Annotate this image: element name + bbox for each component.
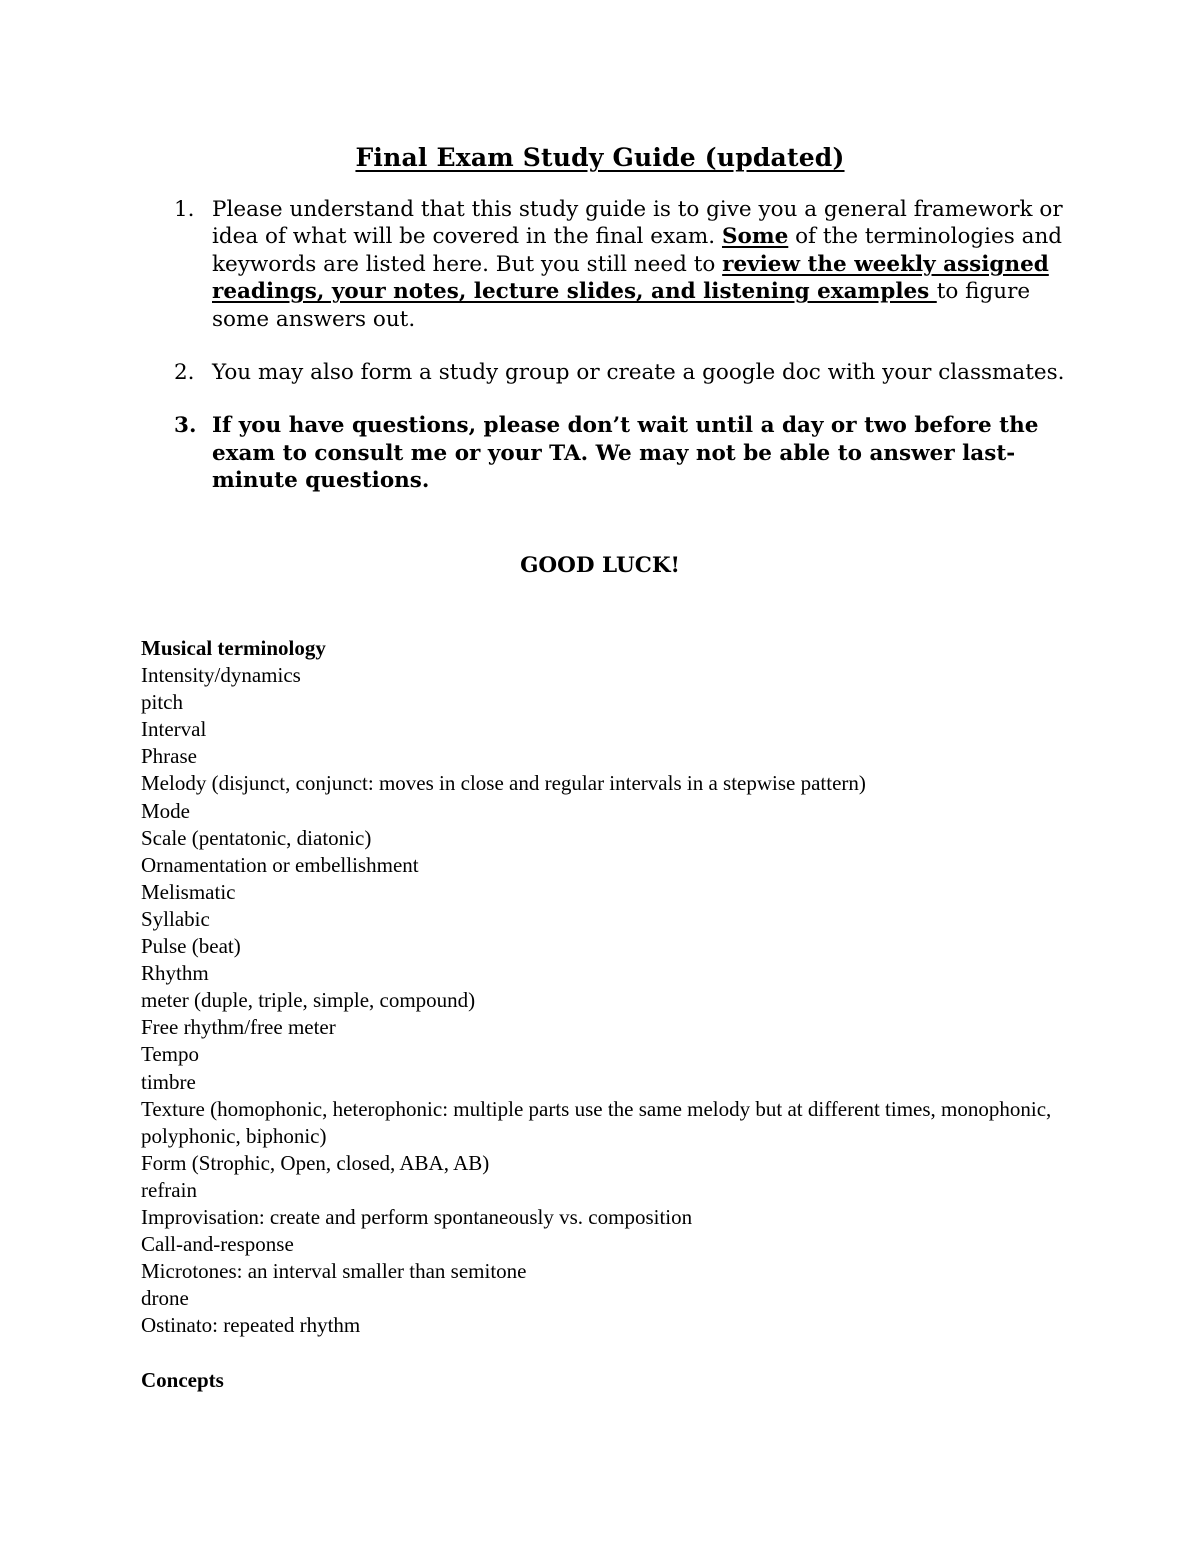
instruction-emphasis: Some — [721, 224, 789, 250]
term-item: Free rhythm/free meter — [141, 1015, 336, 1040]
instruction-number: 2. — [174, 360, 195, 386]
term-item: Ostinato: repeated rhythm — [141, 1313, 361, 1338]
term-item: Improvisation: create and perform spontaneously vs. composition — [141, 1204, 693, 1229]
term-item: Tempo — [141, 1042, 200, 1067]
term-item: Rhythm — [141, 961, 209, 986]
term-item: Texture (homophonic, heterophonic: multiple parts use the same melody but at different times, monophonic, polyphonic, biphonic) — [141, 1096, 1052, 1148]
instruction-item-1 — [140, 196, 1070, 333]
term-item: drone — [141, 1286, 189, 1311]
term-item: Melismatic — [141, 879, 236, 904]
instruction-text: You may also form a study group or create a google doc with your classmates. — [212, 360, 1065, 386]
instruction-text: of the terminologies and keywords are listed here. But you still need to — [212, 224, 1063, 277]
term-item: Melody (disjunct, conjunct: moves in close and regular intervals in a stepwise pattern) — [141, 771, 866, 796]
instruction-number: 3. — [174, 413, 197, 439]
term-item: Scale (pentatonic, diatonic) — [141, 825, 372, 850]
terminology-heading: Musical terminology — [141, 636, 326, 660]
term-item: Pulse (beat) — [141, 934, 241, 959]
instruction-text: to figure some answers out. — [212, 279, 1031, 332]
concepts-heading: Concepts — [141, 1368, 224, 1392]
instruction-strong-text: review the weekly assigned readings, your notes, lecture slides, and listening examples — [212, 251, 1049, 305]
document-title: Final Exam Study Guide (updated) — [355, 143, 845, 172]
good-luck-heading: GOOD LUCK! — [520, 553, 680, 578]
instruction-item-2 — [140, 359, 1070, 386]
instructions-list — [140, 196, 1070, 521]
terminology-list — [141, 662, 1071, 1339]
term-item: Syllabic — [141, 906, 210, 931]
instruction-number: 1. — [174, 197, 195, 222]
terminology-section — [141, 635, 1071, 1339]
term-item: refrain — [141, 1177, 197, 1202]
term-item: pitch — [141, 690, 183, 715]
term-item: Phrase — [141, 744, 197, 769]
instruction-text: Please understand that this study guide is to give you a general framework or idea of what will be covered in the final exam. — [212, 197, 1063, 250]
term-item: Call-and-response — [141, 1232, 294, 1257]
term-item: Intensity/dynamics — [141, 663, 301, 688]
term-item: Form (Strophic, Open, closed, ABA, AB) — [141, 1150, 490, 1175]
term-item: Ornamentation or embellishment — [141, 852, 419, 877]
instruction-text: If you have questions, please don’t wait until a day or two before the exam to consult me or your TA. We may not be able to answer last-minute questions. — [212, 413, 1039, 494]
term-item: timbre — [141, 1069, 196, 1094]
instruction-item-3 — [140, 412, 1070, 494]
term-item: meter (duple, triple, simple, compound) — [141, 988, 476, 1013]
term-item: Mode — [141, 798, 190, 823]
term-item: Interval — [141, 717, 207, 742]
term-item: Microtones: an interval smaller than semitone — [141, 1259, 527, 1284]
